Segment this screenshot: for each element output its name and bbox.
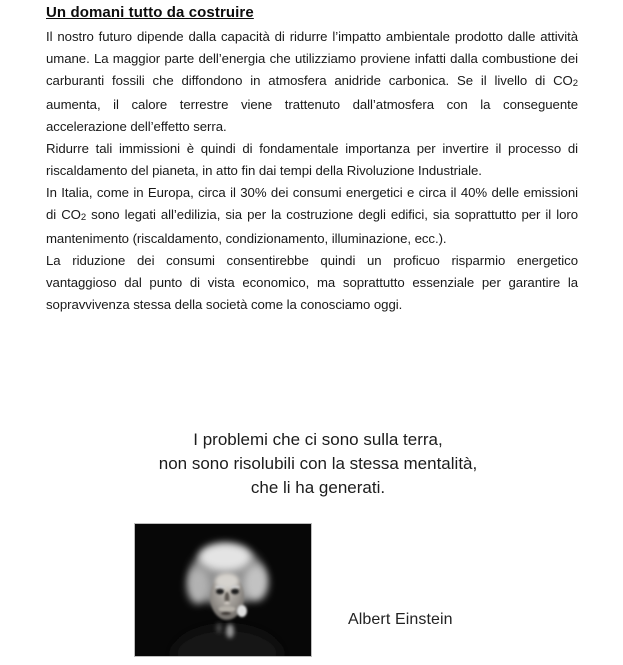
einstein-quote [0,428,623,500]
paragraph-text: aumenta, il calore terrestre viene trattenuto dall’atmosfera con la conseguente accelerazione dell’effetto serra. [46,97,578,134]
paragraph-text: sono legati all’edilizia, sia per la costruzione degli edifici, sia soprattutto per il loro mantenimento (riscaldamento, condizionamento, illuminazione, ecc.). [46,207,578,246]
paragraph-text: Il nostro futuro dipende dalla capacità di ridurre l’impatto ambientale prodotto dalle attività umane. La maggior parte dell’energia che utilizziamo proviene infatti dalla combustione dei carburanti fossili che diffondono in atmosfera anidride carbonica. Se il livello di CO [46,29,578,88]
subscript-text: 2 [572,77,578,89]
quote-line: I problemi che ci sono sulla terra, [193,430,443,449]
paragraph [46,250,578,316]
article-body [46,26,578,316]
einstein-portrait-image [135,524,311,656]
einstein-photo [134,523,312,657]
paragraph-text: In Italia, come in Europa, circa il 30% dei consumi energetici e circa il 40% delle emissioni di CO [46,185,578,222]
paragraph-text: Ridurre tali immissioni è quindi di fondamentale importanza per invertire il processo di riscaldamento del pianeta, in atto fin dai tempi della Rivoluzione Industriale. [46,141,578,178]
paragraph [46,26,578,138]
paragraph [46,138,578,182]
paragraph [46,182,578,250]
page-title: Un domani tutto da costruire [46,4,254,21]
quote-line: non sono risolubili con la stessa mentalità, [158,454,478,473]
quote-line: che li ha generati. [250,478,386,497]
photo-caption: Albert Einstein [348,611,453,628]
subscript-text: 2 [80,211,87,223]
paragraph-text: La riduzione dei consumi consentirebbe quindi un proficuo risparmio energetico vantaggioso dal punto di vista economico, ma soprattutto essenziale per garantire la sopravvivenza stessa della società come la conosciamo oggi. [46,253,578,312]
